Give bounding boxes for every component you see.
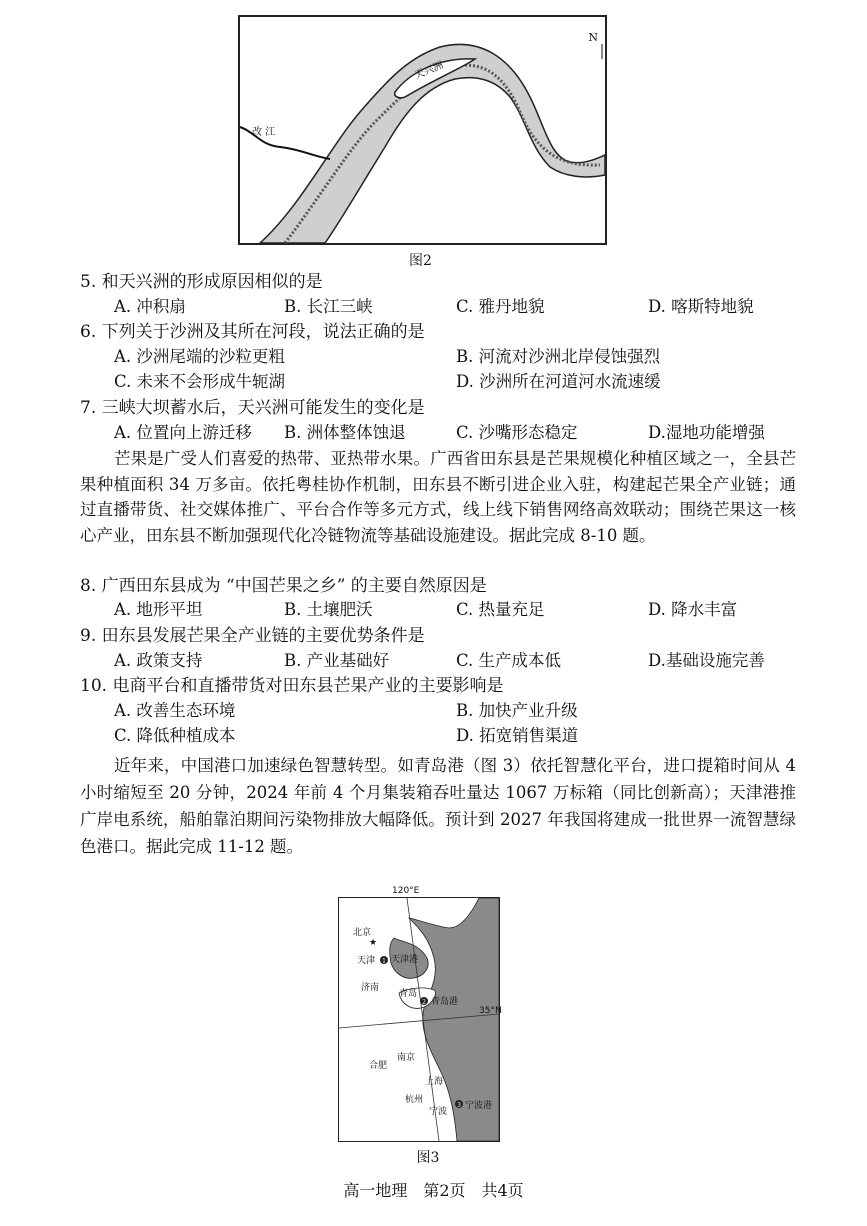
city-label-ningbo: 宁波 — [429, 1107, 448, 1117]
q8-option-a: A. 地形平坦 — [114, 600, 203, 619]
question-9-stem: 9. 田东县发展芒果全产业链的主要优势条件是 — [80, 626, 425, 646]
port-label-qingdao: 青岛港 — [431, 997, 459, 1007]
q9-option-c: C. 生产成本低 — [456, 651, 562, 670]
city-label-hefei: 合肥 — [369, 1061, 388, 1071]
q9-option-b: B. 产业基础好 — [284, 651, 390, 670]
q5-option-c: C. 雅丹地貌 — [456, 297, 545, 316]
sandbar-label: 天兴洲 — [413, 60, 446, 82]
city-label-jinan: 济南 — [361, 983, 380, 993]
q5-option-d: D. 喀斯特地貌 — [648, 297, 754, 316]
north-label: N — [588, 31, 598, 44]
question-10-stem: 10. 电商平台和直播带货对田东县芒果产业的主要影响是 — [80, 676, 504, 696]
tributary-label: 改 江 — [252, 127, 276, 138]
q6-option-b: B. 河流对沙洲北岸侵蚀强烈 — [456, 347, 661, 366]
city-label-nanjing: 南京 — [397, 1053, 416, 1063]
q10-option-b: B. 加快产业升级 — [456, 701, 578, 720]
q8-option-b: B. 土壤肥沃 — [284, 600, 373, 619]
q6-option-a: A. 沙洲尾端的沙粒更粗 — [114, 347, 285, 366]
q7-option-b: B. 洲体整体蚀退 — [284, 423, 406, 442]
port-label-tianjin: 天津港 — [391, 955, 419, 965]
q8-option-c: C. 热量充足 — [456, 600, 545, 619]
passage-port: 近年来，中国港口加速绿色智慧转型。如青岛港（图 3）依托智慧化平台，进口提箱时间从 4 小时缩短至 20 分钟，2024 年前 4 个月集装箱吞吐量达 1067 万标箱（同比创新高）；天津港推广岸电系统，船舶靠泊期间污染物排放大幅降低。预计到 2027 年我国将建成一批世界一流智慧绿色港口。据此完成 11-12 题。 — [80, 756, 796, 856]
q10-option-c: C. 降低种植成本 — [114, 726, 236, 745]
longitude-label: 120°E — [392, 886, 420, 896]
river-map-svg — [240, 17, 605, 243]
city-label-beijing: 北京 — [353, 928, 372, 938]
question-6-stem: 6. 下列关于沙洲及其所在河段，说法正确的是 — [80, 322, 425, 342]
q5-option-a: A. 冲积扇 — [114, 297, 186, 316]
question-7-stem: 7. 三峡大坝蓄水后，天兴洲可能发生的变化是 — [80, 398, 425, 418]
figure-2-caption: 图2 — [409, 253, 432, 269]
q7-option-a: A. 位置向上游迁移 — [114, 423, 252, 442]
q7-option-c: C. 沙嘴形态稳定 — [456, 423, 578, 442]
q7-option-d: D.湿地功能增强 — [648, 423, 765, 442]
q10-option-a: A. 改善生态环境 — [114, 701, 236, 720]
figure-3-caption: 图3 — [416, 1150, 440, 1166]
q10-option-d: D. 拓宽销售渠道 — [456, 726, 579, 745]
latitude-label: 35°N — [479, 1006, 502, 1016]
q9-option-a: A. 政策支持 — [114, 651, 203, 670]
q5-option-b: B. 长江三峡 — [284, 297, 373, 316]
page-footer: 高一地理 第2页 共4页 — [343, 1181, 524, 1200]
svg-text:3: 3 — [457, 1102, 461, 1109]
question-8-stem: 8. 广西田东县成为 “中国芒果之乡” 的主要自然原因是 — [80, 576, 487, 596]
city-label-qingdao: 青岛 — [399, 989, 418, 999]
svg-text:2: 2 — [422, 999, 426, 1006]
port-label-ningbo: 宁波港 — [465, 1101, 493, 1111]
figure-2-river-map — [238, 15, 607, 245]
question-5-stem: 5. 和天兴洲的形成原因相似的是 — [80, 272, 323, 292]
q6-option-d: D. 沙洲所在河道河水流速缓 — [456, 372, 661, 391]
capital-star-icon: ★ — [369, 938, 378, 948]
q6-option-c: C. 未来不会形成牛轭湖 — [114, 372, 286, 391]
svg-text:1: 1 — [382, 958, 386, 965]
figure-3-port-map — [338, 897, 500, 1142]
city-label-shanghai: 上海 — [425, 1077, 444, 1087]
q8-option-d: D. 降水丰富 — [648, 600, 738, 619]
passage-mango: 芒果是广受人们喜爱的热带、亚热带水果。广西省田东县是芒果规模化种植区域之一，全县芒果种植面积 34 万多亩。依托粤桂协作机制，田东县不断引进企业入驻，构建起芒果全产业链；通过直播带货、社交媒体推广、平台合作等多元方式，线上线下销售网络高效联动；围绕芒果这一核心产业，田东县不断加强现代化冷链物流等基础设施建设。据此完成 8-10 题。 — [80, 449, 796, 545]
city-label-tianjin: 天津 — [357, 956, 376, 966]
city-label-hangzhou: 杭州 — [405, 1095, 424, 1105]
q9-option-d: D.基础设施完善 — [648, 651, 765, 670]
port-map-svg — [339, 898, 502, 1141]
